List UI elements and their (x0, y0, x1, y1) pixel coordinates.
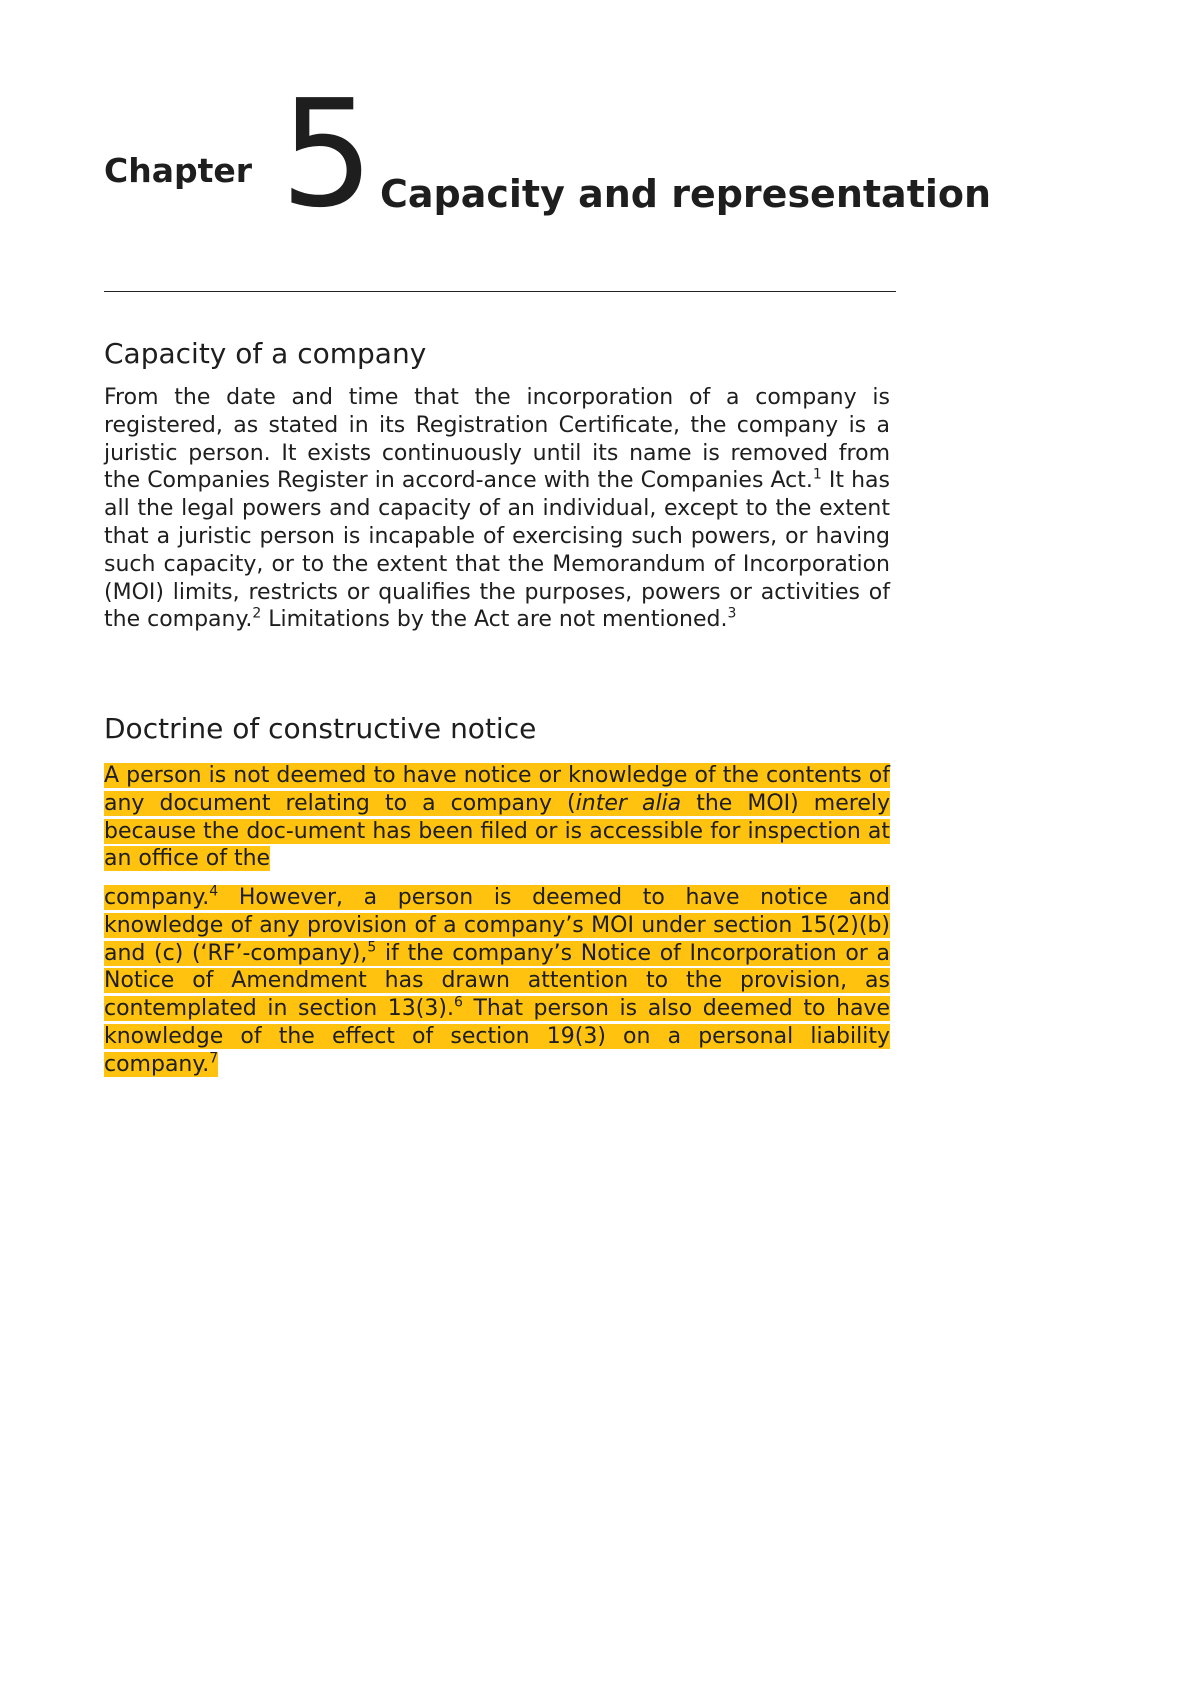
italic-text: inter alia (575, 790, 682, 816)
paragraph-text: A person is not deemed to have notice or knowledge of the contents of any document relating to a company ( (104, 763, 890, 816)
paragraph-text: That person is also deemed to have knowledge of the effect of section 19(3) on a personal liability company. (104, 996, 890, 1077)
chapter-title: Capacity and representation (380, 172, 992, 216)
paragraph-text: However, a person is deemed to have notice and knowledge of any provision of a company’s MOI under section 15(2)(b) and (c) (‘RF’-company), (104, 885, 890, 966)
paragraph-constructive-notice-b (104, 884, 890, 1079)
paragraph-text: Limitations by the Act are not mentioned. (261, 607, 728, 633)
section-heading-constructive-notice: Doctrine of constructive notice (104, 712, 537, 745)
footnote-ref-3[interactable]: 3 (727, 606, 737, 623)
footnote-ref-2[interactable]: 2 (252, 606, 262, 623)
chapter-header (104, 68, 1004, 240)
chapter-number: 5 (280, 68, 375, 240)
paragraph-text: if the company’s Notice of Incorporation or a Notice of Amendment has drawn attention to the provision, as contemplated in section 13(3). (104, 940, 890, 1022)
paragraph-constructive-notice-a (104, 762, 890, 873)
highlighted-text-b (104, 885, 890, 1077)
header-divider (104, 291, 896, 292)
paragraph-text: It has all the legal powers and capacity of an individual, except to the extent that a juristic person is incapable of exercising such powers, or having such capacity, or to the extent that the Memorandum of Incorporation (MOI) limits, restricts or qualifies the purposes, powers or activities of the company. (104, 468, 890, 633)
paragraph-capacity (104, 384, 890, 634)
highlighted-text-a (104, 763, 890, 871)
footnote-ref-1[interactable]: 1 (812, 467, 822, 484)
paragraph-text: company. (104, 885, 210, 910)
footnote-ref-7[interactable]: 7 (209, 1050, 219, 1067)
footnote-ref-6[interactable]: 6 (453, 994, 463, 1011)
section-heading-capacity: Capacity of a company (104, 337, 427, 370)
paragraph-text: the MOI) merely because the doc-ument has been filed or is accessible for inspection at an office of the (104, 790, 890, 872)
paragraph-text: From the date and time that the incorporation of a company is registered, as stated in its Registration Certificate, the company is a juristic person. It exists continuously until its name is removed from the Companies Register in accord-ance with the Companies Act. (104, 385, 890, 494)
chapter-label: Chapter (104, 151, 253, 190)
footnote-ref-5[interactable]: 5 (367, 939, 377, 956)
footnote-ref-4[interactable]: 4 (209, 883, 219, 900)
